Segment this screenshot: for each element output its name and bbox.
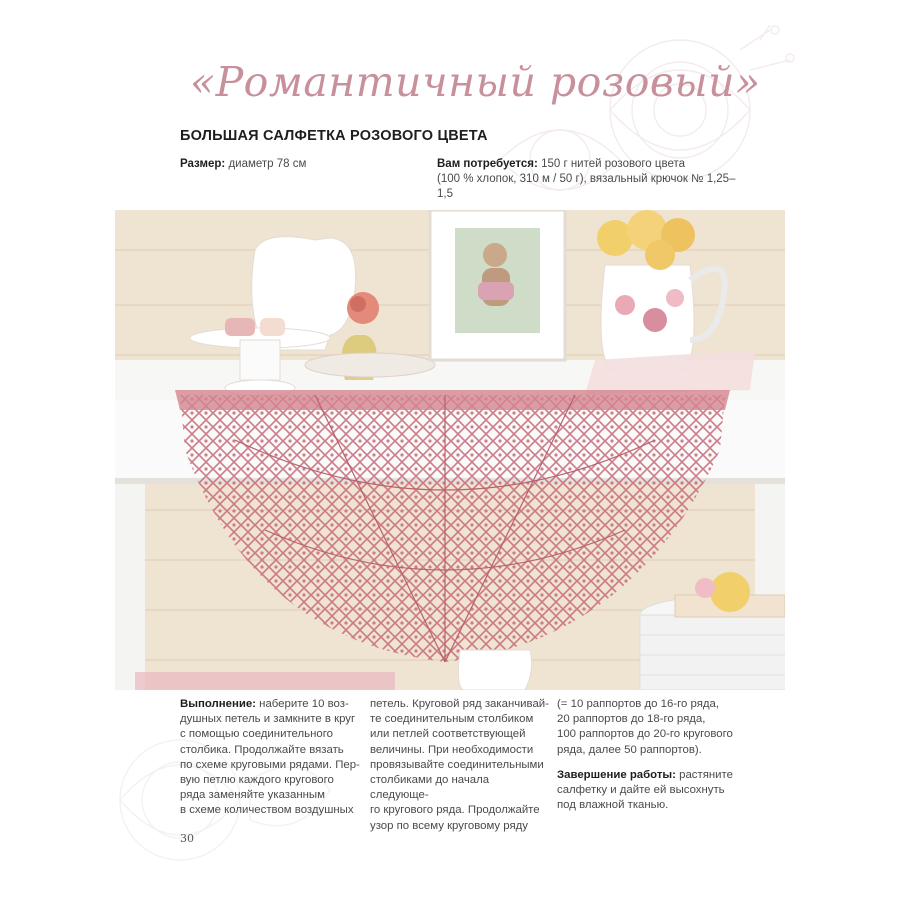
finish-line-3: под влажной тканью. <box>557 799 669 812</box>
materials-info <box>437 157 737 202</box>
materials-line2: (100 % хлопок, 310 м / 50 г), вязальный крючок № 1,25–1,5 <box>437 173 736 200</box>
col1-line-8: в схеме количеством воздушных <box>180 804 354 817</box>
finish-label: Завершение работы: <box>557 768 676 781</box>
project-subtitle: БОЛЬШАЯ САЛФЕТКА РОЗОВОГО ЦВЕТА <box>180 128 488 144</box>
finishing-paragraph <box>557 768 747 814</box>
repeats-paragraph <box>557 697 747 758</box>
instructions-column-3 <box>557 697 747 813</box>
finish-line-1: растяните <box>679 768 733 781</box>
col2-line-7: го кругового ряда. Продолжайте <box>370 804 540 817</box>
finish-line-2: салфетку и дайте ей высохнуть <box>557 784 725 797</box>
execution-label: Выполнение: <box>180 698 256 710</box>
page-title: «Романтичный розовый» <box>190 58 761 106</box>
doily-photo <box>115 210 785 690</box>
size-info <box>180 157 306 172</box>
col2-line-3: или петлей соответствующей <box>370 728 526 741</box>
page-number: 30 <box>180 832 194 845</box>
col1-line-3: с помощью соединительного <box>180 728 333 741</box>
materials-label: Вам потребуется: <box>437 158 538 170</box>
size-label: Размер: <box>180 158 226 170</box>
col2-line-1: петель. Круговой ряд заканчивай- <box>370 698 549 710</box>
size-value: диаметр 78 см <box>228 158 307 170</box>
col2-line-4: величины. При необходимости <box>370 743 534 756</box>
instructions-column-1 <box>180 697 360 819</box>
col1-line-2: душных петель и замкните в круг <box>180 713 356 726</box>
col3-line-2: 20 раппортов до 18-го ряда, <box>557 713 706 726</box>
materials-line1: 150 г нитей розового цвета <box>541 158 685 170</box>
col1-line-6: вую петлю каждого кругового <box>180 774 334 787</box>
col1-line-1: наберите 10 воз- <box>259 698 349 710</box>
col1-line-7: ряда заменяйте указанным <box>180 789 325 802</box>
col1-line-4: столбика. Продолжайте вязать <box>180 743 344 756</box>
col2-line-5: провязывайте соединительными <box>370 758 544 771</box>
col2-line-6: столбиками до начала следующе- <box>370 774 490 802</box>
col2-line-2: те соединительным столбиком <box>370 713 534 726</box>
col2-line-8: узор по всему круговому ряду <box>370 819 528 832</box>
col3-line-4: ряда, далее 50 раппортов). <box>557 743 702 756</box>
col1-line-5: по схеме круговыми рядами. Пер- <box>180 758 360 771</box>
instructions-column-2 <box>370 697 550 834</box>
col3-line-1: (= 10 раппортов до 16-го ряда, <box>557 698 720 710</box>
col3-line-3: 100 раппортов до 20-го кругового <box>557 728 733 741</box>
